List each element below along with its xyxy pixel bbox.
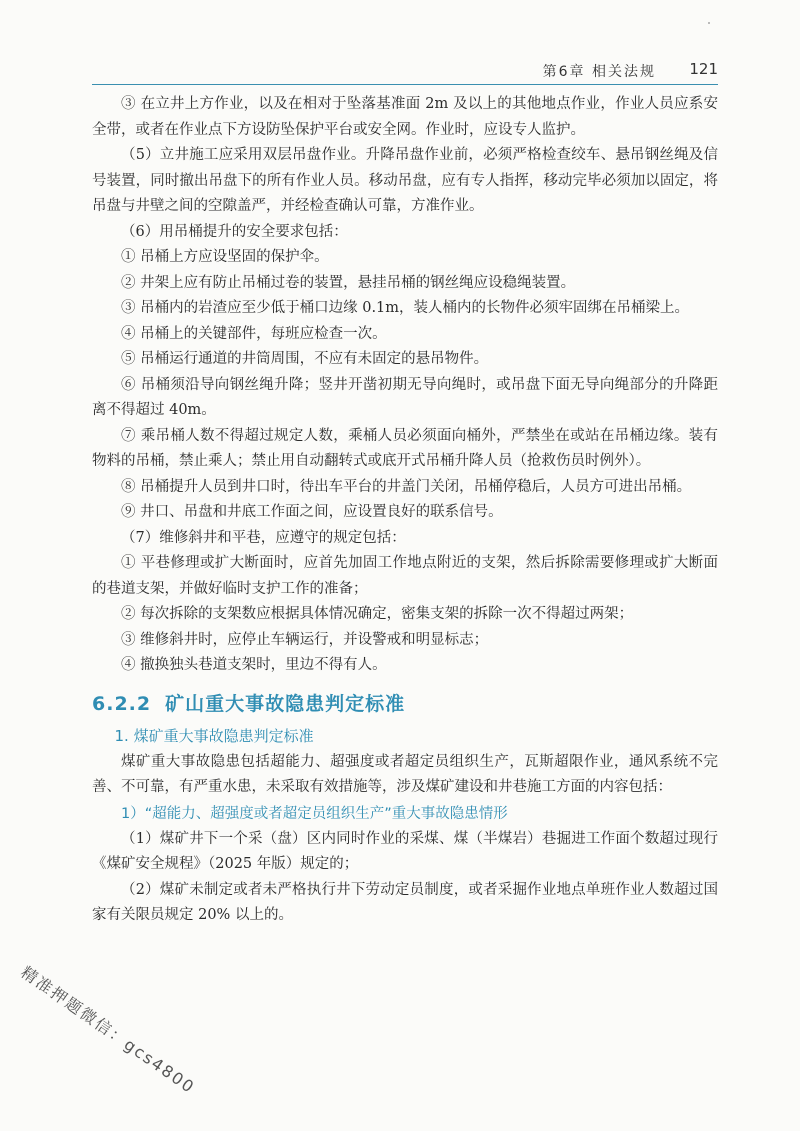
- paragraph: ⑥ 吊桶须沿导向钢丝绳升降；竖井开凿初期无导向绳时，或吊盘下面无导向绳部分的升降距离不得超过 40m。: [92, 376, 718, 418]
- page-header: [92, 58, 718, 85]
- paragraph: ③ 维修斜井时，应停止车辆运行，并设警戒和明显标志；: [121, 631, 489, 648]
- section-title: 矿山重大事故隐患判定标准: [165, 692, 406, 715]
- paragraph: （6）用吊桶提升的安全要求包括：: [121, 223, 348, 240]
- subsection-heading: 1. 煤矿重大事故隐患判定标准: [114, 726, 314, 745]
- paragraph: ⑤ 吊桶运行通道的井筒周围，不应有未固定的悬吊物件。: [121, 351, 489, 367]
- paragraph: （1）煤矿井下一个采（盘）区内同时作业的采煤、煤（半煤岩）巷掘进工作面个数超过现行《煤矿安全规程》（2025 年版）规定的；: [92, 830, 718, 872]
- page-body: [92, 92, 718, 929]
- top-paragraphs: [92, 92, 718, 679]
- paragraph: （5）立井施工应采用双层吊盘作业。升降吊盘作业前，必须严格检查绞车、悬吊钢丝绳及信号装置，同时撤出吊盘下的所有作业人员。移动吊盘，应有专人指挥，移动完毕必须加以固定，将吊盘与井壁之间的空隙盖严，并经检查确认可靠，方准作业。: [92, 147, 718, 214]
- paragraph: ① 吊桶上方应设坚固的保护伞。: [121, 249, 329, 265]
- bottom-paragraphs: [92, 827, 718, 929]
- paragraph: （2）煤矿未制定或者未严格执行井下劳动定员制度，或者采掘作业地点单班作业人数超过国家有关限员规定 20% 以上的。: [92, 881, 718, 923]
- paragraph: ③ 吊桶内的岩渣应至少低于桶口边缘 0.1m，装人桶内的长物件必须牢固绑在吊桶梁上。: [121, 300, 690, 316]
- intro-paragraph: 煤矿重大事故隐患包括超能力、超强度或者超定员组织生产，瓦斯超限作业，通风系统不完善、不可靠，有严重水患，未采取有效措施等，涉及煤矿建设和井巷施工方面的内容包括：: [92, 753, 718, 795]
- paragraph: ⑧ 吊桶提升人员到井口时，待出车平台的井盖门关闭，吊桶停稳后，人员方可进出吊桶。: [121, 478, 692, 495]
- page-number: 121: [689, 60, 718, 78]
- paragraph: （7）维修斜井和平巷，应遵守的规定包括：: [121, 529, 406, 546]
- corner-dot: [708, 22, 710, 24]
- paragraph: ② 每次拆除的支架数应根据具体情况确定，密集支架的拆除一次不得超过两架；: [121, 606, 634, 622]
- watermark: 精准押题微信：gcs4800: [17, 962, 199, 1098]
- section-heading: [92, 689, 718, 716]
- paragraph: ② 井架上应有防止吊桶过卷的装置，悬挂吊桶的钢丝绳应设稳绳装置。: [121, 274, 576, 291]
- paragraph: ④ 撤换独头巷道支架时，里边不得有人。: [121, 657, 387, 673]
- sub-heading: 1）“超能力、超强度或者超定员组织生产”重大事故隐患情形: [121, 805, 508, 822]
- section-number: 6.2.2: [92, 692, 152, 715]
- paragraph: ⑨ 井口、吊盘和井底工作面之间，应设置良好的联系信号。: [121, 504, 503, 520]
- chapter-title: 第6章 相关法规: [542, 64, 656, 80]
- paragraph: ① 平巷修理或扩大断面时，应首先加固工作地点附近的支架，然后拆除需要修理或扩大断面的巷道支架，并做好临时支护工作的准备；: [92, 555, 718, 597]
- paragraph: ④ 吊桶上的关键部件，每班应检查一次。: [121, 325, 387, 342]
- paragraph: ③ 在立井上方作业，以及在相对于坠落基准面 2m 及以上的其他地点作业，作业人员应系安全带，或者在作业点下方设防坠保护平台或安全网。作业时，应设专人监护。: [92, 96, 718, 138]
- paragraph: ⑦ 乘吊桶人数不得超过规定人数，乘桶人员必须面向桶外，严禁坐在或站在吊桶边缘。装有物料的吊桶，禁止乘人；禁止用自动翻转式或底开式吊桶升降人员（抢救伤员时例外）。: [92, 427, 718, 469]
